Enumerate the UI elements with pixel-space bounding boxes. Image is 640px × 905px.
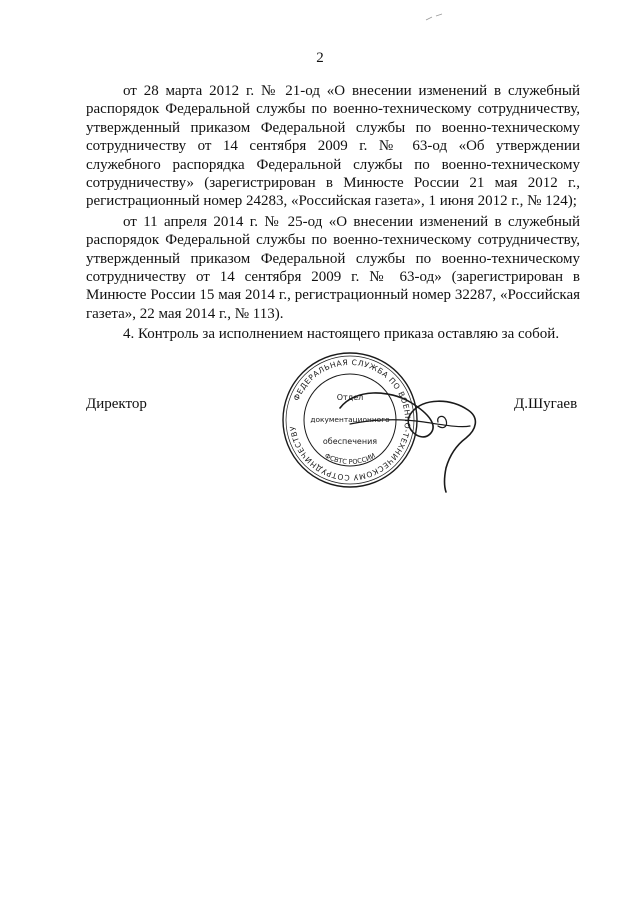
paragraph-control-clause: 4. Контроль за исполнением настоящего приказа оставляю за собой. xyxy=(123,326,560,343)
signature-stroke-main xyxy=(340,393,475,492)
signatory-name: Д.Шугаев xyxy=(514,396,578,412)
signature-stroke-loop xyxy=(438,416,447,427)
seal-bottom-text: ФСВТС РОССИИ xyxy=(323,451,377,467)
seal-center-line-2: документационного xyxy=(310,415,390,424)
seal-center-line-3: обеспечения xyxy=(322,437,378,446)
scan-speck-mark xyxy=(426,14,442,20)
signature-stroke-underline xyxy=(350,420,470,427)
document-body xyxy=(86,82,580,344)
handwritten-signature xyxy=(320,368,490,498)
paragraph-amendment-2014: от 11 апреля 2014 г. № 25-од «О внесении изменений в служебный распорядок Федеральной службы по военно-техническому сотрудничеству, утвержденный приказом Федеральной службы по военно-техническому сотрудничеству от 14 сентября 2009 г. № 63-од» (зарегистрирован в Минюсте России 15 мая 2014 г., регистрационный номер 32287, «Российская газета», 22 мая 2014 г., № 113). xyxy=(86,213,580,322)
page-number: 2 xyxy=(316,50,324,66)
seal-center-line-1: Отдел xyxy=(336,393,364,402)
signatory-position: Директор xyxy=(86,396,147,412)
seal-ring-text: ФЕДЕРАЛЬНАЯ СЛУЖБА ПО ВОЕННО-ТЕХНИЧЕСКОМУ СОТРУДНИЧЕСТВУ xyxy=(288,357,413,483)
scan-speck xyxy=(424,12,446,22)
paragraph-amendment-2012: от 28 марта 2012 г. № 21-од «О внесении изменений в служебный распорядок Федеральной службы по военно-техническому сотрудничеству, утвержденный приказом Федеральной службы по военно-техническому сотрудничеству от 14 сентября 2009 г. № 63-од «Об утверждении служебного распорядка Федеральной службы по военно-техническому сотрудничеству» (зарегистрирован в Минюсте России 21 мая 2012 г., регистрационный номер 24283, «Российская газета», 1 июня 2012 г., № 124); xyxy=(86,83,580,210)
